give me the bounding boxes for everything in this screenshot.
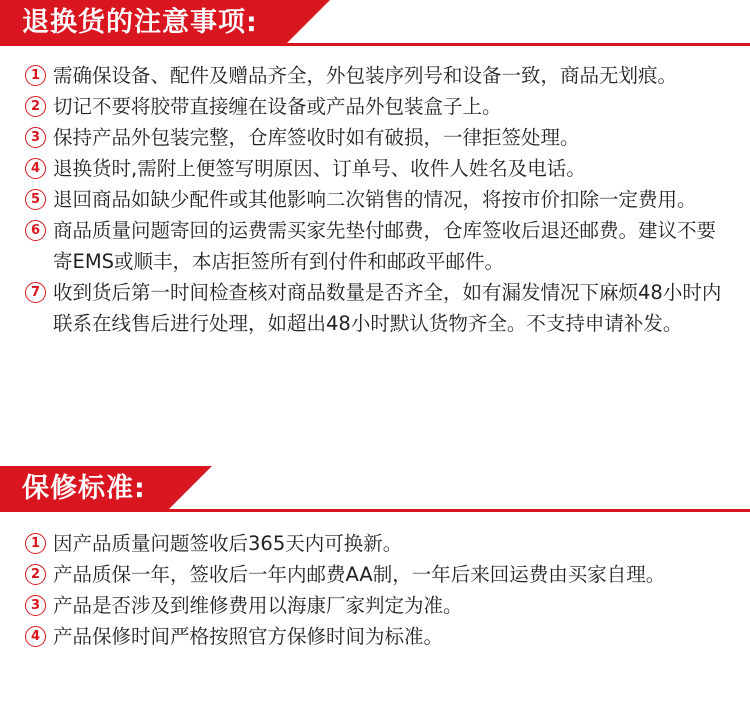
list-item-text: 商品质量问题寄回的运费需买家先垫付邮费，仓库签收后退还邮费。建议不要寄EMS或顺丰，本店拒签所有到付件和邮政平邮件。 [53, 219, 717, 273]
returns-section-header [0, 0, 750, 46]
returns-list [0, 60, 750, 339]
list-item-text: 保持产品外包装完整，仓库签收时如有破损，一律拒签处理。 [53, 126, 580, 149]
list-item-text: 收到货后第一时间检查核对商品数量是否齐全，如有漏发情况下麻烦48小时内联系在线售后进行处理，如超出48小时默认货物齐全。不支持申请补发。 [53, 281, 722, 335]
circled-number-badge: 2 [25, 96, 46, 117]
circled-number-badge: 1 [25, 65, 46, 86]
list-item [0, 184, 750, 215]
list-item [0, 559, 750, 590]
list-item [0, 91, 750, 122]
list-item-text: 因产品质量问题签收后365天内可换新。 [53, 532, 403, 555]
list-item [0, 528, 750, 559]
circled-number-badge: 4 [25, 626, 46, 647]
list-item [0, 153, 750, 184]
list-item-text: 产品质保一年，签收后一年内邮费AA制，一年后来回运费由买家自理。 [53, 563, 666, 586]
returns-section-title: 退换货的注意事项: [22, 7, 258, 38]
list-item-text: 产品保修时间严格按照官方保修时间为标准。 [53, 625, 444, 648]
list-item [0, 277, 750, 339]
list-item-text: 切记不要将胶带直接缠在设备或产品外包装盒子上。 [53, 95, 502, 118]
circled-number-badge: 2 [25, 564, 46, 585]
circled-number-badge: 1 [25, 533, 46, 554]
list-item-text: 需确保设备、配件及赠品齐全，外包装序列号和设备一致，商品无划痕。 [53, 64, 678, 87]
circled-number-badge: 3 [25, 595, 46, 616]
warranty-list [0, 528, 750, 652]
list-item [0, 621, 750, 652]
warranty-section-header [0, 466, 750, 512]
header-underline [0, 43, 750, 46]
list-item-text: 产品是否涉及到维修费用以海康厂家判定为准。 [53, 594, 463, 617]
circled-number-badge: 3 [25, 127, 46, 148]
list-item [0, 215, 750, 277]
circled-number-badge: 4 [25, 158, 46, 179]
list-item-text: 退回商品如缺少配件或其他影响二次销售的情况，将按市价扣除一定费用。 [53, 188, 697, 211]
list-item [0, 60, 750, 91]
circled-number-badge: 7 [25, 282, 46, 303]
header-underline [0, 509, 750, 512]
warranty-section [0, 466, 750, 512]
list-item [0, 122, 750, 153]
circled-number-badge: 6 [25, 220, 46, 241]
list-item [0, 590, 750, 621]
list-item-text: 退换货时,需附上便签写明原因、订单号、收件人姓名及电话。 [53, 157, 586, 180]
circled-number-badge: 5 [25, 189, 46, 210]
returns-section [0, 0, 750, 335]
warranty-section-title: 保修标准: [22, 473, 146, 504]
